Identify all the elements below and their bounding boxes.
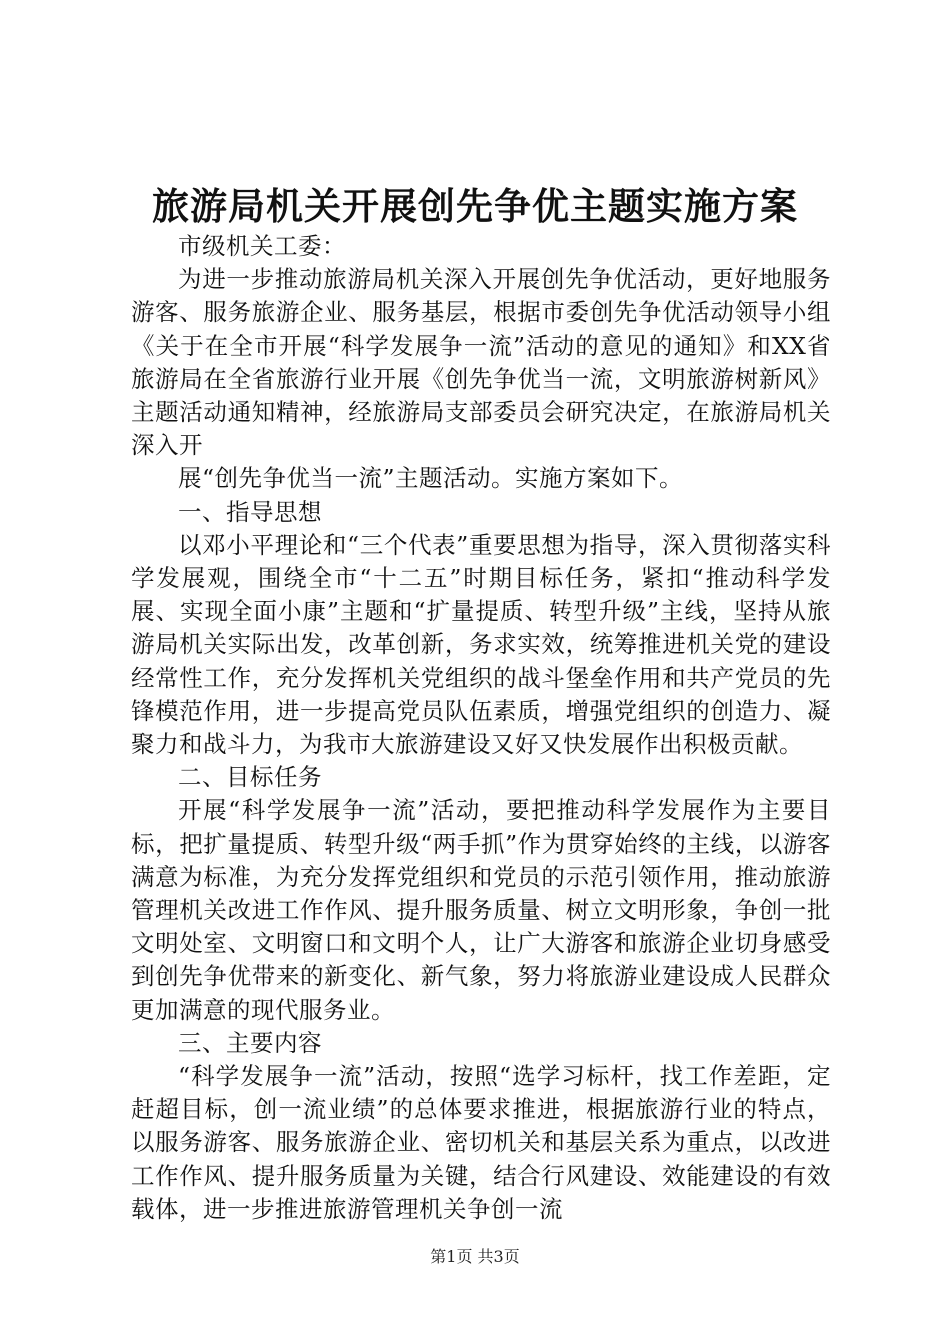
section-heading-goals: 二、目标任务 [178, 763, 322, 792]
guiding-thought-paragraph: 以邓小平理论和“三个代表”重要思想为指导，深入贯彻落实科学发展观，围绕全市“十二五”时期目标任务，紧扣“推动科学发展、实现全面小康”主题和“扩量提质、转型升级”主线，坚持从旅游局机关实际出发，改革创新，务求实效，统筹推进机关党的建设经常性工作，充分发挥机关党组织的战斗堡垒作用和共产党员的先锋模范作用，进一步提高党员队伍素质，增强党组织的创造力、凝聚力和战斗力，为我市大旅游建设又好又快发展作出积极贡献。 [131, 530, 831, 759]
section-heading-main-content: 三、主要内容 [178, 1028, 322, 1057]
page-number-footer: 第1页 共3页 [430, 1247, 520, 1266]
document-body [131, 230, 831, 1226]
salutation: 市级机关工委： [178, 232, 346, 260]
main-content-paragraph: “科学发展争一流”活动，按照“选学习标杆，找工作差距，定赶超目标，创一流业绩”的总体要求推进，根据旅游行业的特点，以服务游客、服务旅游企业、密切机关和基层关系为重点，以改进工作作风、提升服务质量为关键，结合行风建设、效能建设的有效载体，进一步推进旅游管理机关争创一流 [131, 1062, 831, 1223]
section-heading-guiding-thought: 一、指导思想 [178, 497, 322, 526]
intro-continuation: 展“创先争优当一流”主题活动。实施方案如下。 [178, 464, 684, 493]
goals-paragraph: 开展“科学发展争一流”活动，要把推动科学发展作为主要目标，把扩量提质、转型升级“两手抓”作为贯穿始终的主线，以游客满意为标准，为充分发挥党组织和党员的示范引领作用，推动旅游管理机关改进工作作风、提升服务质量、树立文明形象，争创一批文明处室、文明窗口和文明个人，让广大游客和旅游企业切身感受到创先争优带来的新变化、新气象，努力将旅游业建设成人民群众更加满意的现代服务业。 [131, 796, 831, 1024]
intro-paragraph: 为进一步推动旅游局机关深入开展创先争优活动，更好地服务游客、服务旅游企业、服务基层，根据市委创先争优活动领导小组《关于在全市开展“科学发展争一流”活动的意见的通知》和XX省旅游局在全省旅游行业开展《创先争优当一流，文明旅游树新风》主题活动通知精神，经旅游局支部委员会研究决定，在旅游局机关深入开 [131, 265, 831, 460]
document-title: 旅游局机关开展创先争优主题实施方案 [152, 184, 798, 228]
